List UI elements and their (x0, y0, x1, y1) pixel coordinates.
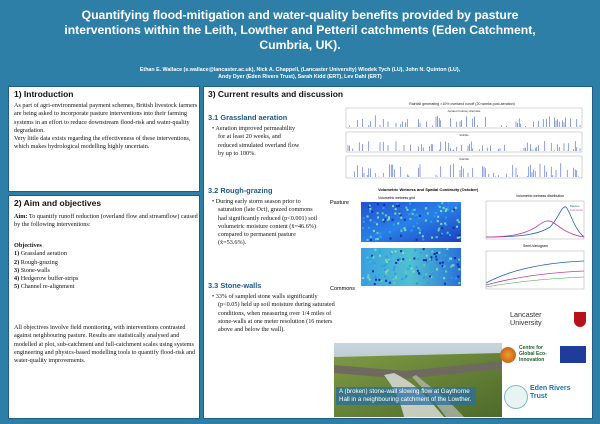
heatmap-cell (443, 277, 445, 279)
heatmap-cell (392, 205, 394, 207)
heatmap-cell (370, 236, 372, 238)
heatmap-cell (379, 255, 381, 257)
heatmap-cell (419, 215, 421, 217)
heatmap-cell (416, 283, 418, 285)
heatmap-cell (423, 259, 425, 261)
heatmap-cell (374, 249, 376, 251)
heatmap-cell (447, 232, 449, 234)
heatmap-cell (405, 207, 407, 209)
heatmap-cell (444, 222, 446, 224)
heatmap-cell (395, 262, 397, 264)
moisture-figure-title: Volumetric Wetness and Spatial Continuity (October) (378, 187, 479, 192)
heatmap-cell (367, 274, 369, 276)
walls-bullets (210, 293, 335, 334)
heatmap-cell (447, 206, 449, 208)
lancaster-logo-text: Lancaster University (510, 310, 542, 327)
heatmap-cell (400, 217, 402, 219)
heatmap-cell (431, 237, 433, 239)
heatmap-cell (365, 281, 367, 283)
heatmap-cell (413, 225, 415, 227)
authors-line-1: Ethan E. Wallace (e.wallace@lancaster.ac.uk), Nick A. Chappell, (Lancaster University) Wlodek Tych (LU), John N. Quinton (LU), (139, 67, 461, 73)
heatmap-cell (436, 236, 438, 238)
heatmap-cell (402, 252, 404, 254)
heatmap-cell (389, 282, 391, 284)
heatmap-cell (426, 261, 428, 263)
heatmap-cell (436, 266, 438, 268)
heatmap-cell (439, 206, 441, 208)
heatmap-cell (416, 239, 418, 241)
heatmap-cell (409, 265, 411, 267)
aim-statement (14, 213, 198, 230)
introduction-text (14, 102, 198, 152)
heatmap-cell (374, 276, 376, 278)
heatmap-cell (438, 229, 440, 231)
heatmap-cell (425, 208, 427, 210)
results-heading: 3) Current results and discussion (208, 89, 344, 99)
heatmap-cell (373, 230, 375, 232)
heatmap-cell (415, 249, 417, 251)
heatmap-cell (457, 237, 459, 239)
heatmap-cell (458, 266, 460, 268)
heatmap-cell (385, 271, 387, 273)
heatmap-cell (386, 261, 388, 263)
heatmap-cell (369, 205, 371, 207)
heatmap-cell (458, 235, 460, 237)
heatmap-cell (385, 259, 387, 261)
heatmap-cell (377, 203, 379, 205)
heatmap-cell (379, 250, 381, 252)
heatmap-cell (443, 207, 445, 209)
heatmap-cell (417, 258, 419, 260)
heatmap-cell (452, 264, 454, 266)
heatmap-cell (445, 270, 447, 272)
heatmap-cell (387, 219, 389, 221)
wetness-distribution-chart (478, 199, 588, 245)
heatmap-cell (425, 259, 427, 261)
objective-item: 3) Stone-walls (14, 266, 50, 274)
heatmap-cell (393, 223, 395, 225)
reference-variogram-line (486, 277, 584, 287)
heatmap-cell (427, 282, 429, 284)
heatmap-cell (414, 215, 416, 217)
heatmap-cell (394, 273, 396, 275)
introduction-paragraph-2: Very little data exists regarding the effectiveness of these interventions, which makes hydrological modelling highly uncertain. (14, 135, 191, 151)
heatmap-cell (395, 250, 397, 252)
heatmap-cell (377, 232, 379, 234)
commons-distribution-line (486, 221, 584, 237)
photo-caption: A (broken) stone-wall slowing flow at Gaythorne Hall in a neighbouring catchment of the Lowther. (336, 387, 476, 405)
heatmap-cell (425, 273, 427, 275)
heatmap-cell (440, 223, 442, 225)
objective-item: 2) Rough-grazing (14, 258, 58, 266)
grazing-bullets (210, 198, 320, 248)
heatmap-cell (430, 221, 432, 223)
heatmap-cell (417, 270, 419, 272)
bullet-item: • Aeration improved permeability for at least 20 weeks, and reduced simulated overland flow by up to 100%. (212, 125, 300, 157)
heatmap-cell (413, 271, 415, 273)
heatmap-cell (434, 253, 436, 255)
heatmap-cell (410, 212, 412, 214)
heatmap-cell (406, 209, 408, 211)
heatmap-cell (444, 255, 446, 257)
heatmap-cell (385, 280, 387, 282)
heatmap-cell (392, 278, 394, 280)
heatmap-cell (407, 268, 409, 270)
heatmap-cell (422, 235, 424, 237)
eden-logo-text: Eden Rivers Trust (530, 385, 571, 400)
heatmap-cell (436, 268, 438, 270)
heatmap-cell (362, 277, 364, 279)
ceh-globe-icon (500, 347, 516, 363)
heatmap-cell (363, 217, 365, 219)
heatmap-cell (372, 270, 374, 272)
heatmap-cell (377, 238, 379, 240)
heatmap-cell (382, 219, 384, 221)
heatmap-cell (432, 277, 434, 279)
introduction-panel (8, 86, 200, 192)
heatmap-cell (369, 255, 371, 257)
heatmap-cell (369, 208, 371, 210)
variogram-title: Semi-Variogram (523, 244, 549, 248)
heatmap-cell (404, 219, 406, 221)
heatmap-cell (458, 282, 460, 284)
heatmap-cell (432, 273, 434, 275)
bullet-dot: • (212, 198, 216, 205)
eden-logo (504, 381, 590, 415)
heatmap-cell (375, 279, 377, 281)
heatmap-cell (433, 215, 435, 217)
heatmap-cell (456, 226, 458, 228)
bullet-item: • During early storm season prior to saturation (late Oct), grazed commons had significantly reduced (p<0.001) soil volumetric moisture content (x̄=46.6%) compared to permanent pasture (x̄=53.6%). (212, 198, 318, 247)
heatmap-cell (369, 259, 371, 261)
heatmap-cell (423, 264, 425, 266)
bullet-dot: • (212, 125, 216, 132)
heatmap-cell (419, 232, 421, 234)
heatmap-cell (374, 262, 376, 264)
heatmap-cell (414, 209, 416, 211)
heatmap-cell (367, 257, 369, 259)
heatmap-cell (436, 259, 438, 261)
heatmap-cell (384, 219, 386, 221)
heatmap-cell (430, 256, 432, 258)
heatmap-cell (453, 227, 455, 229)
heatmap-cell (374, 221, 376, 223)
heatmap-cell (408, 213, 410, 215)
stone-wall-photo (334, 343, 502, 417)
legend-commons: Commons (570, 208, 583, 212)
heatmap-cell (396, 205, 398, 207)
heatmap-cell (370, 239, 372, 241)
aeration-heading: 3.1 Grassland aeration (208, 113, 288, 122)
svg-text:Stubble: Stubble (459, 133, 469, 137)
rainfall-runoff-figure (336, 99, 588, 183)
heatmap-cell (455, 207, 457, 209)
heatmap-cell (418, 218, 420, 220)
author-list (80, 67, 520, 81)
heatmap-cell (449, 257, 451, 259)
heatmap-cell (445, 217, 447, 219)
objectives-heading: Objectives (14, 242, 42, 249)
heatmap-cell (419, 229, 421, 231)
heatmap-cell (381, 265, 383, 267)
heatmap-cell (441, 259, 443, 261)
heatmap-cell (409, 203, 411, 205)
bullet-dot: • (212, 293, 216, 300)
aim-text: To quantify runoff reduction (overland flow and streamflow) caused by the following interventions: (14, 213, 198, 229)
heatmap-cell (446, 248, 448, 250)
heatmap-cell (440, 210, 442, 212)
heatmap-cell (374, 283, 376, 285)
heatmap-cell (443, 266, 445, 268)
svg-text:Rainfall: Rainfall (459, 157, 469, 161)
heatmap-cell (369, 210, 371, 212)
rainfall-figure-title: Rainfall generating >10% overland runoff (20 weeks post-aeration) (409, 102, 515, 106)
heatmap-cell (438, 228, 440, 230)
heatmap-cell (367, 276, 369, 278)
ceh-logo (500, 345, 590, 375)
heatmap-cell (439, 262, 441, 264)
aim-label: Aim: (14, 213, 28, 220)
heatmap-cell (437, 250, 439, 252)
lancaster-logo (508, 303, 590, 337)
heatmap-cell (427, 212, 429, 214)
heatmap-cell (390, 237, 392, 239)
heatmap-cell (394, 266, 396, 268)
heatmap-cell (435, 256, 437, 258)
semi-variogram-chart (478, 249, 588, 295)
heatmap-cell (393, 269, 395, 271)
grazing-heading: 3.2 Rough-grazing (208, 186, 273, 195)
heatmap-cell (398, 205, 400, 207)
aeration-bullets (210, 125, 300, 158)
heatmap-cell (437, 216, 439, 218)
heatmap-cell (378, 279, 380, 281)
heatmap-cell (420, 252, 422, 254)
heatmap-cell (445, 210, 447, 212)
heatmap-cell (412, 209, 414, 211)
heatmap-cell (377, 216, 379, 218)
heatmap-cell (441, 233, 443, 235)
heatmap-cell (404, 229, 406, 231)
heatmap-cell (411, 268, 413, 270)
results-panel (203, 86, 593, 419)
heatmap-cell (394, 213, 396, 215)
ceh-logo-text: Centre for Global Eco-Innovation (519, 345, 547, 363)
heatmap-cell (430, 266, 432, 268)
heatmap-cell (376, 223, 378, 225)
moisture-figure (328, 187, 590, 299)
heatmap-cell (429, 258, 431, 260)
heatmap-cell (457, 263, 459, 265)
heatmap-cell (448, 260, 450, 262)
heatmap-cell (385, 214, 387, 216)
heatmap-cell (398, 257, 400, 259)
heatmap-cell (383, 204, 385, 206)
aims-panel (8, 195, 200, 419)
heatmap-cell (402, 258, 404, 260)
heatmap-cell (377, 212, 379, 214)
heatmap-cell (458, 236, 460, 238)
heatmap-cell (397, 259, 399, 261)
heatmap-cell (400, 228, 402, 230)
heatmap-cell (441, 202, 443, 204)
heatmap-cell (417, 227, 419, 229)
authors-line-2: Andy Dyer (Eden Rivers Trust), Sarah Kidd (ERT), Lev Dahl (ERT) (218, 74, 382, 80)
heatmap-cell (391, 251, 393, 253)
heatmap-cell (435, 212, 437, 214)
heatmap-cell (411, 230, 413, 232)
heatmap-cell (400, 235, 402, 237)
heatmap-cell (425, 219, 427, 221)
heatmap-cell (370, 219, 372, 221)
heatmap-cell (379, 236, 381, 238)
heatmap-cell (385, 273, 387, 275)
heatmap-cell (386, 256, 388, 258)
pasture-label: Pasture (330, 200, 349, 206)
heatmap-cell (367, 239, 369, 241)
heatmap-cell (381, 280, 383, 282)
eden-fish-icon (504, 385, 528, 409)
heatmap-cell (454, 257, 456, 259)
heatmap-cell (416, 214, 418, 216)
heatmap-cell (382, 212, 384, 214)
heatmap-cell (379, 233, 381, 235)
heatmap-cell (418, 272, 420, 274)
heatmap-cell (409, 259, 411, 261)
heatmap-cell (441, 227, 443, 229)
heatmap-cell (405, 271, 407, 273)
heatmap-cell (437, 220, 439, 222)
heatmap-cell (399, 213, 401, 215)
heatmap-cell (431, 251, 433, 253)
heatmap-cell (397, 222, 399, 224)
heatmap-cell (455, 277, 457, 279)
heatmap-cell (429, 275, 431, 277)
heatmap-cell (375, 238, 377, 240)
objective-item: 5) Channel re-alignment (14, 283, 75, 291)
heatmap-cell (443, 248, 445, 250)
heatmap-cell (457, 275, 459, 277)
heatmap-cell (393, 282, 395, 284)
introduction-heading: 1) Introduction (14, 89, 74, 99)
heatmap-cell (457, 219, 459, 221)
heatmap-cell (458, 268, 460, 270)
heatmap-cell (379, 252, 381, 254)
wetness-grid-heatmap (361, 202, 461, 290)
heatmap-cell (395, 277, 397, 279)
walls-heading: 3.3 Stone-walls (208, 281, 262, 290)
grid-title: Volumetric wetness grid (378, 196, 415, 200)
heatmap-cell (371, 211, 373, 213)
heatmap-cell (384, 265, 386, 267)
objective-item: 4) Hedgerow buffer-strips (14, 275, 79, 283)
commons-label: Commons (330, 286, 356, 292)
heatmap-cell (416, 222, 418, 224)
heatmap-cell (413, 257, 415, 259)
heatmap-cell (361, 283, 363, 285)
heatmap-cell (423, 277, 425, 279)
heatmap-cell (400, 250, 402, 252)
heatmap-cell (367, 259, 369, 261)
heatmap-cell (458, 259, 460, 261)
heatmap-cell (395, 208, 397, 210)
legend-pasture: Pasture (570, 204, 580, 208)
heatmap-cell (449, 234, 451, 236)
heatmap-cell (409, 218, 411, 220)
heatmap-cell (444, 283, 446, 285)
heatmap-cell (367, 215, 369, 217)
heatmap-cell (453, 209, 455, 211)
heatmap-cell (389, 231, 391, 233)
heatmap-cell (369, 278, 371, 280)
aims-heading: 2) Aim and objectives (14, 198, 102, 208)
heatmap-cell (415, 266, 417, 268)
bullet-item: • 33% of sampled stone walls significantly (p<0.05) held up soil moisture during saturated conditions, when measuring over 1/4 miles of stone-walls at one meter resolution (16 meters above and below the wall). (212, 293, 335, 334)
heatmap-cell (384, 275, 386, 277)
heatmap-cell (383, 207, 385, 209)
eu-flag-icon (560, 346, 586, 363)
heatmap-cell (392, 219, 394, 221)
heatmap-cell (423, 248, 425, 250)
heatmap-cell (401, 278, 403, 280)
objectives-list (14, 242, 198, 292)
heatmap-cell (451, 277, 453, 279)
svg-text:Aerated Coarsey Alternate: Aerated Coarsey Alternate (447, 109, 481, 113)
introduction-paragraph-1: As part of agri-environmental payment schemes, British livestock farmers are being asked to incorporate pasture interventions into their farming systems in an effort to reduce downstream flood-risk and water-quality degradation. (14, 102, 198, 134)
heatmap-cell (363, 221, 365, 223)
objective-item: 1) Grassland aeration (14, 250, 67, 258)
heatmap-cell (430, 268, 432, 270)
heatmap-cell (426, 255, 428, 257)
heatmap-cell (378, 274, 380, 276)
heatmap-cell (368, 227, 370, 229)
heatmap-cell (404, 277, 406, 279)
heatmap-cell (445, 208, 447, 210)
distribution-title: Volumetric wetness distribution (516, 194, 565, 198)
heatmap-cell (404, 227, 406, 229)
heatmap-cell (436, 252, 438, 254)
heatmap-cell (384, 269, 386, 271)
lancaster-shield-icon (574, 312, 586, 327)
heatmap-cell (448, 202, 450, 204)
heatmap-cell (388, 259, 390, 261)
heatmap-cell (362, 227, 364, 229)
heatmap-cell (372, 256, 374, 258)
method-paragraph: All objectives involve field monitoring, with interventions contrasted against neighbouring pasture. Results are statistically analysed and modelled at plot, sub-catchment and full-catchment scales using systems engineering and physics-based modelling tools to quantify flood-risk and water-quality improvements. (14, 324, 196, 365)
poster-title: Quantifying flood-mitigation and water-quality benefits provided by pasture interventions within the Leith, Lowther and Petteril catchments (Eden Catchment, Cumbria, UK). (64, 8, 536, 52)
heatmap-cell (442, 262, 444, 264)
heatmap-cell (422, 238, 424, 240)
